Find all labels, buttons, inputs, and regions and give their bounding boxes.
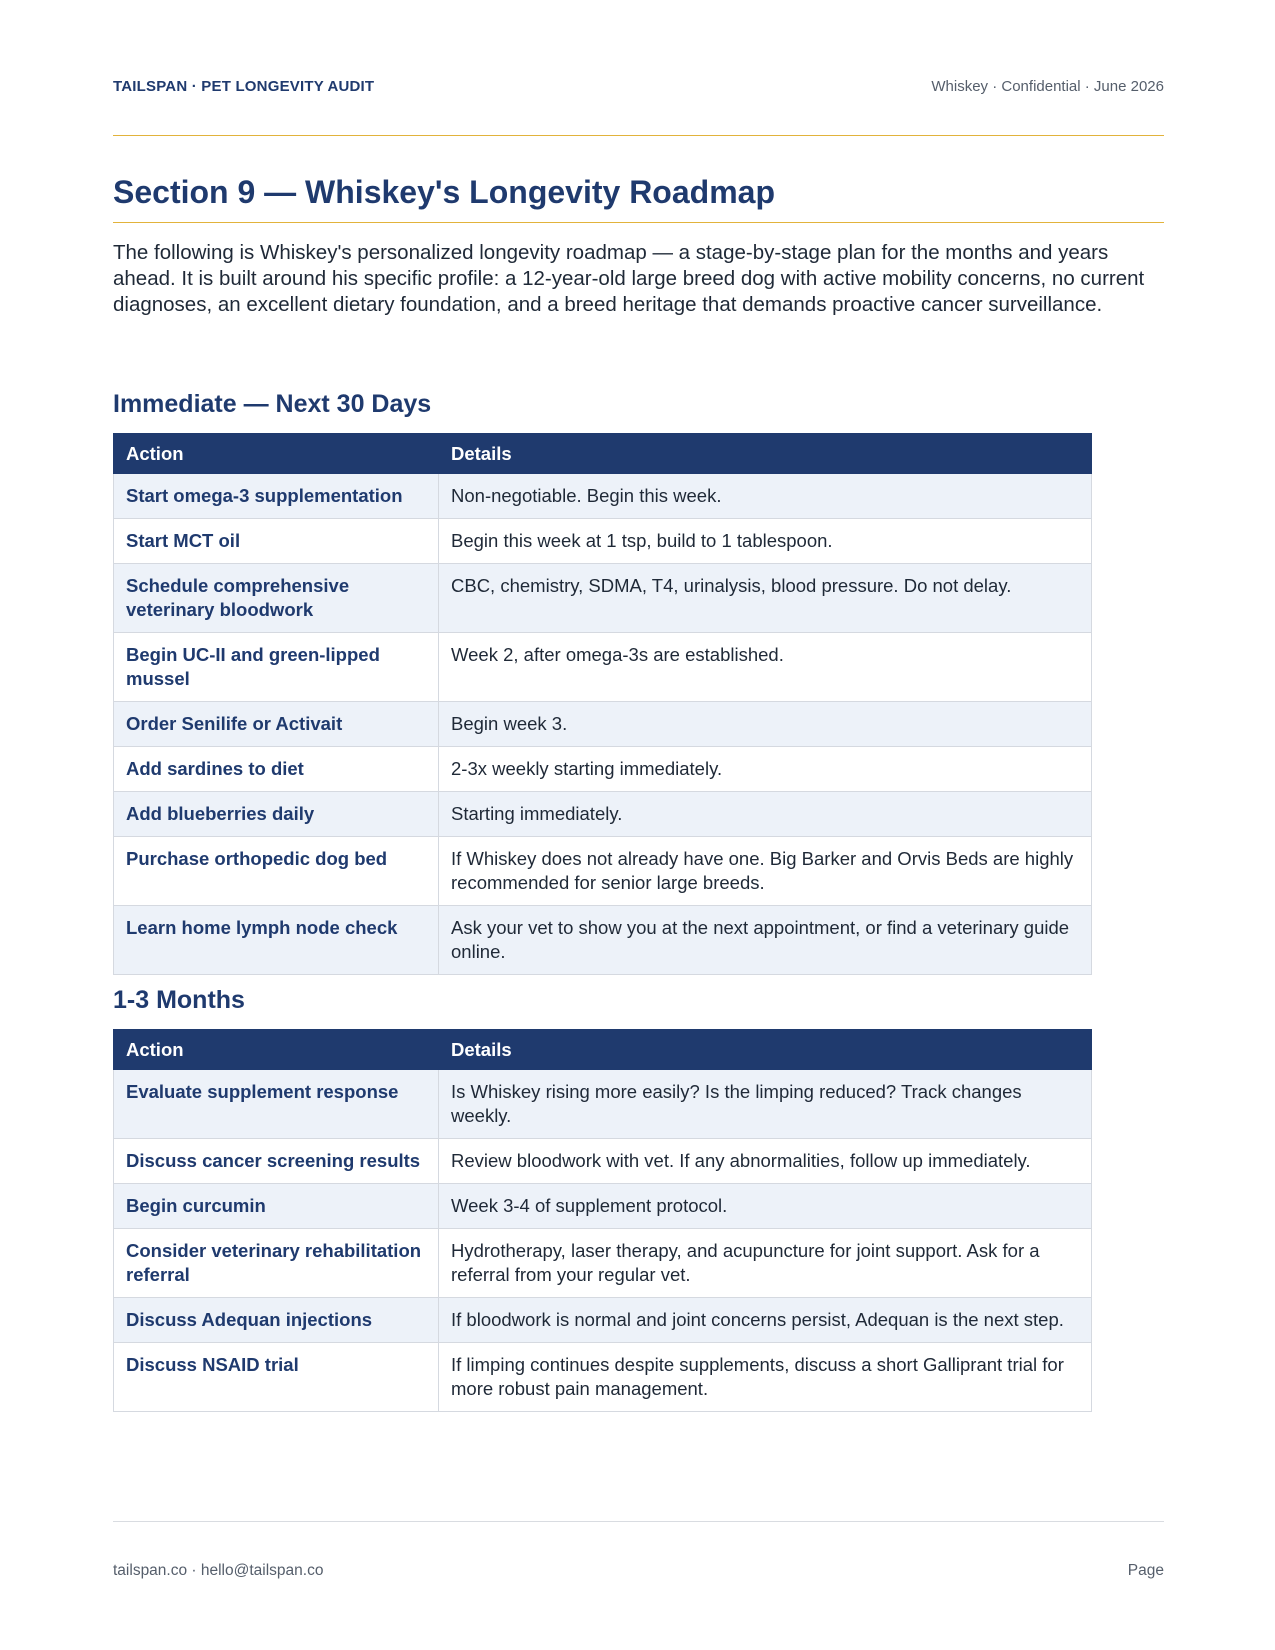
- row-action: Evaluate supplement response: [114, 1070, 439, 1139]
- column-header-action: Action: [114, 1030, 439, 1070]
- row-details: If Whiskey does not already have one. Big Barker and Orvis Beds are highly recommended for senior large breeds.: [439, 837, 1092, 906]
- table-row: [114, 1139, 1092, 1184]
- table-row: [114, 1229, 1092, 1298]
- title-underline: [113, 222, 1164, 223]
- row-details: Is Whiskey rising more easily? Is the limping reduced? Track changes weekly.: [439, 1070, 1092, 1139]
- section-title: Section 9 — Whiskey's Longevity Roadmap: [113, 174, 775, 210]
- row-action: Discuss cancer screening results: [114, 1139, 439, 1184]
- row-details: Begin this week at 1 tsp, build to 1 tablespoon.: [439, 519, 1092, 564]
- row-details: Starting immediately.: [439, 792, 1092, 837]
- row-action: Begin UC-II and green-lipped mussel: [114, 633, 439, 702]
- row-action: Start MCT oil: [114, 519, 439, 564]
- row-details: Non-negotiable. Begin this week.: [439, 474, 1092, 519]
- row-details: If bloodwork is normal and joint concerns persist, Adequan is the next step.: [439, 1298, 1092, 1343]
- table-row: [114, 474, 1092, 519]
- table-row: [114, 837, 1092, 906]
- row-details: Week 3-4 of supplement protocol.: [439, 1184, 1092, 1229]
- row-action: Begin curcumin: [114, 1184, 439, 1229]
- row-action: Start omega-3 supplementation: [114, 474, 439, 519]
- brand-label: TAILSPAN · PET LONGEVITY AUDIT: [113, 78, 375, 95]
- column-header-details: Details: [439, 434, 1092, 474]
- months-heading: 1-3 Months: [113, 986, 245, 1014]
- row-action: Add blueberries daily: [114, 792, 439, 837]
- table-row: [114, 702, 1092, 747]
- column-header-action: Action: [114, 434, 439, 474]
- header-divider: [113, 135, 1164, 136]
- table-header-row: [114, 1030, 1092, 1070]
- row-action: Schedule comprehensive veterinary bloodwork: [114, 564, 439, 633]
- table-row: [114, 519, 1092, 564]
- column-header-details: Details: [439, 1030, 1092, 1070]
- row-details: If limping continues despite supplements, discuss a short Galliprant trial for more robust pain management.: [439, 1343, 1092, 1412]
- row-details: Hydrotherapy, laser therapy, and acupuncture for joint support. Ask for a referral from your regular vet.: [439, 1229, 1092, 1298]
- page-number-label: Page: [1127, 1562, 1164, 1579]
- immediate-table: [113, 433, 1092, 975]
- months-table: [113, 1029, 1092, 1412]
- row-details: CBC, chemistry, SDMA, T4, urinalysis, blood pressure. Do not delay.: [439, 564, 1092, 633]
- table-row: [114, 1343, 1092, 1412]
- table-row: [114, 1070, 1092, 1139]
- page-header: [113, 78, 1164, 100]
- table-row: [114, 564, 1092, 633]
- row-action: Consider veterinary rehabilitation referral: [114, 1229, 439, 1298]
- table-row: [114, 1184, 1092, 1229]
- row-details: Week 2, after omega-3s are established.: [439, 633, 1092, 702]
- document-meta: Whiskey · Confidential · June 2026: [931, 78, 1164, 95]
- section-intro: The following is Whiskey's personalized longevity roadmap — a stage-by-stage plan for the months and years ahead. It is built around his specific profile: a 12-year-old large breed dog with active mobility concerns, no current diagnoses, an excellent dietary foundation, and a breed heritage that demands proactive cancer surveillance.: [113, 241, 1145, 316]
- table-row: [114, 1298, 1092, 1343]
- footer-divider: [113, 1521, 1164, 1522]
- row-details: Begin week 3.: [439, 702, 1092, 747]
- table-row: [114, 792, 1092, 837]
- row-action: Add sardines to diet: [114, 747, 439, 792]
- row-action: Purchase orthopedic dog bed: [114, 837, 439, 906]
- row-action: Discuss Adequan injections: [114, 1298, 439, 1343]
- row-action: Discuss NSAID trial: [114, 1343, 439, 1412]
- table-row: [114, 633, 1092, 702]
- row-details: 2-3x weekly starting immediately.: [439, 747, 1092, 792]
- row-action: Learn home lymph node check: [114, 906, 439, 975]
- row-details: Review bloodwork with vet. If any abnormalities, follow up immediately.: [439, 1139, 1092, 1184]
- row-details: Ask your vet to show you at the next appointment, or find a veterinary guide online.: [439, 906, 1092, 975]
- table-row: [114, 906, 1092, 975]
- row-action: Order Senilife or Activait: [114, 702, 439, 747]
- table-header-row: [114, 434, 1092, 474]
- footer-contact: tailspan.co · hello@tailspan.co: [113, 1562, 324, 1579]
- immediate-heading: Immediate — Next 30 Days: [113, 390, 432, 418]
- table-row: [114, 747, 1092, 792]
